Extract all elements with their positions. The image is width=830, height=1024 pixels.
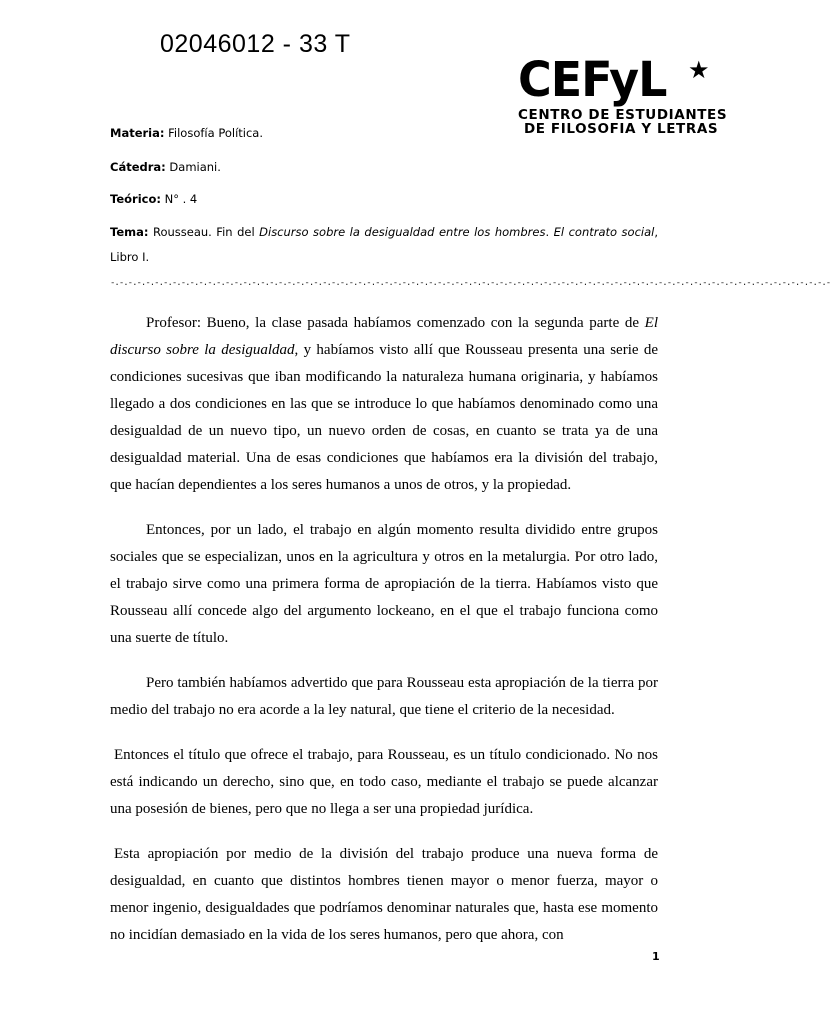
- paragraph-1: [110, 310, 658, 499]
- logo-wordmark: CEFyL: [518, 50, 667, 108]
- document-code: 02046012 - 33 T: [160, 30, 351, 58]
- teorico-line: [110, 192, 197, 206]
- paragraph-3: Pero también habíamos advertido que para Rousseau esta apropiación de la tierra por medio del trabajo no era acorde a la ley natural, que tiene el criterio de la necesidad.: [110, 675, 658, 718]
- materia-line: [110, 126, 263, 140]
- tema-value-3: , Libro I.: [110, 225, 658, 264]
- cefyl-logo: [518, 50, 728, 152]
- tema-title-2: El contrato social: [553, 225, 655, 239]
- tema-value-1: Rousseau. Fin del: [148, 225, 260, 239]
- catedra-line: [110, 160, 221, 174]
- teorico-label: Teórico:: [110, 192, 161, 206]
- paragraph-2: Entonces, por un lado, el trabajo en algún momento resulta dividido entre grupos sociales que se especializan, unos en la agricultura y otros en la metalurgia. Por otro lado, el trabajo sirve como una primera forma de apropiación de la tierra. Habíamos visto que Rousseau allí concede algo del argumento lockeano, en el que el trabajo funciona como una suerte de título.: [110, 522, 658, 646]
- materia-value: Filosofía Política.: [164, 126, 263, 140]
- separator-line: -.-.-.-.-.-.-.-.-.-.-.-.-.-.-.-.-.-.-.-.-.-.-.-.-.-.-.-.-.-.-.-.-.-.-.-.-.-.-.-.-.-.-.-.-.-.-.-.-.-.-.-.-.-.-.-.-.-.-.-.-.-.-.-.-.-.-.-.-.-.-.-.-.-.-.-.-.-.-.-.-.-: [110, 278, 830, 288]
- logo-subtitle-line-1: CENTRO DE ESTUDIANTES: [518, 107, 728, 123]
- tema-title-1: Discurso sobre la desigualdad entre los hombres: [259, 225, 546, 239]
- page-number: 1: [652, 950, 660, 963]
- paragraph-1-b: , y habíamos visto allí que Rousseau presenta una serie de condiciones sucesivas que iban modificando la naturaleza humana originaria, y habíamos llegado a dos condiciones en las que se introduce lo que habíamos denominado como una desigualdad de un nuevo tipo, un nuevo orden de cosas, en cuanto se trata ya de una desigualdad material. Una de esas condiciones que habíamos era la división del trabajo, que hacían dependientes a los seres humanos a unos de otros, y la propiedad.: [110, 342, 658, 493]
- tema-line: [110, 220, 658, 270]
- star-icon: ★: [688, 56, 710, 84]
- document-body: [110, 310, 658, 967]
- paragraph-5: Esta apropiación por medio de la división del trabajo produce una nueva forma de desigualdad, en cuanto que distintos hombres tienen mayor o menor fuerza, mayor o menor ingenio, desigualdades que podríamos denominar naturales que, hasta ese momento no incidían demasiado en la vida de los seres humanos, pero que ahora, con: [110, 846, 658, 943]
- tema-value-2: .: [545, 225, 554, 239]
- tema-label: Tema:: [110, 225, 149, 239]
- teorico-value: N° . 4: [160, 192, 198, 206]
- logo-subtitle-line-2: DE FILOSOFIA Y LETRAS: [524, 121, 719, 137]
- paragraph-1-title: El discurso sobre la desigualdad: [110, 315, 658, 358]
- paragraph-1-a: Profesor: Bueno, la clase pasada habíamos comenzado con la segunda parte de: [146, 315, 645, 331]
- paragraph-4: Entonces el título que ofrece el trabajo, para Rousseau, es un título condicionado. No nos está indicando un derecho, sino que, en todo caso, mediante el trabajo se puede alcanzar una posesión de bienes, pero que no llega a ser una propiedad jurídica.: [110, 747, 658, 817]
- catedra-label: Cátedra:: [110, 160, 166, 174]
- catedra-value: Damiani.: [165, 160, 221, 174]
- materia-label: Materia:: [110, 126, 165, 140]
